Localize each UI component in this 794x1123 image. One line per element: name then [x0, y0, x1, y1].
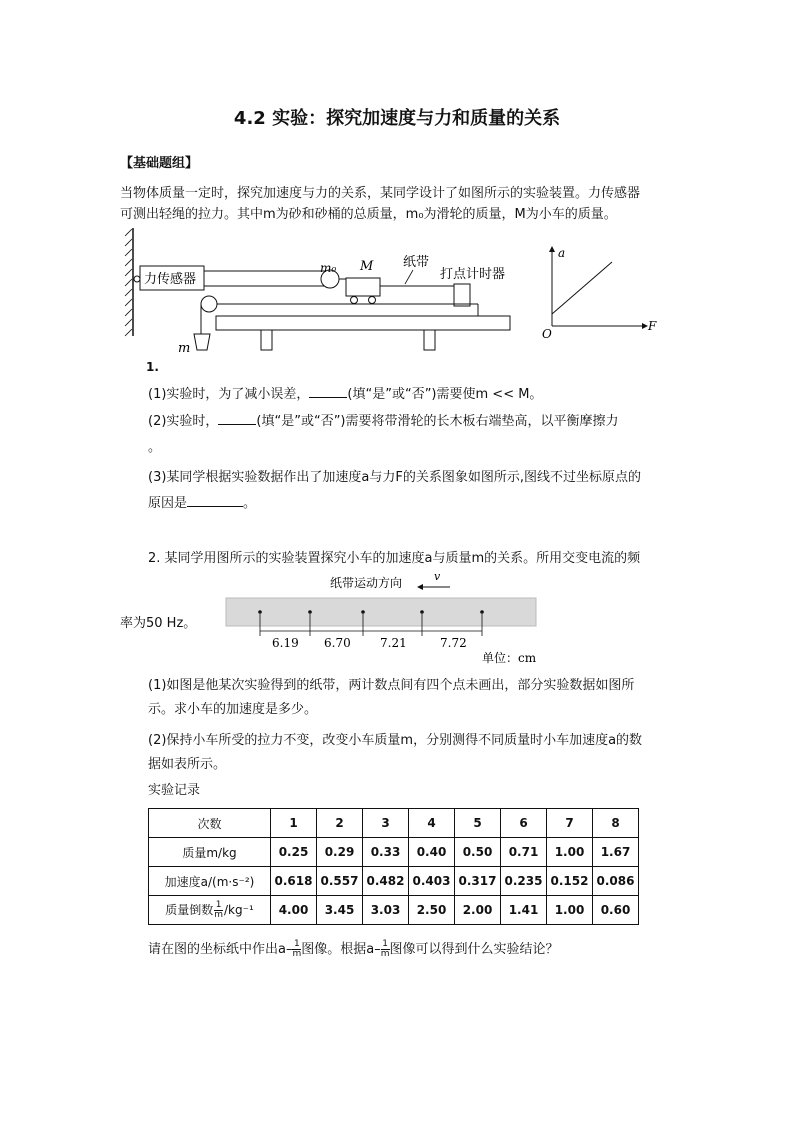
row-header-inverse: 质量倒数 $\frac{1}{m}$ /kg⁻¹: [149, 896, 271, 925]
final-question: 请在图的坐标纸中作出a– $\frac{1}{m}$ 图像。根据a– $\frac{1}{m}$ 图像可以得到什么实验结论？: [148, 939, 559, 959]
sand-bucket: [194, 334, 210, 350]
q1-part1: (1)实验时，为了减小误差， (填“是”或“否”)需要使m << M。: [148, 387, 543, 402]
intro-line-2: 可测出轻绳的拉力。其中m为砂和砂桶的总质量，m₀为滑轮的质量，M为小车的质量。: [120, 207, 617, 222]
q1-part2: (2)实验时， (填“是”或“否”)需要将带滑轮的长木板右端垫高，以平衡摩擦力: [148, 414, 619, 429]
question-1-number: 1.: [146, 360, 159, 374]
apparatus-figure: [120, 222, 520, 362]
q2-line-1: 2. 某同学用图所示的实验装置探究小车的加速度a与质量m的关系。所用交变电流的频: [148, 551, 641, 566]
record-label: 实验记录: [148, 783, 201, 798]
q1-part3: (3)某同学根据实验数据作出了加速度a与力F的关系图象如图所示,图线不过坐标原点的: [148, 470, 641, 485]
section-heading: 【基础题组】: [120, 156, 199, 171]
segment-3: 7.21: [380, 636, 407, 650]
segment-1: 6.19: [272, 636, 299, 650]
long-board: [216, 316, 510, 330]
label-M: M: [360, 259, 374, 274]
label-m0: m₀: [320, 261, 337, 275]
table-row: 加速度a/(m·s⁻²) 0.618 0.557 0.482 0.403 0.317 0.235 0.152 0.086: [149, 867, 639, 896]
table-row: 次数 1 2 3 4 5 6 7 8: [149, 809, 639, 838]
answer-blank[interactable]: [309, 385, 347, 398]
force-sensor-label: 力传感器: [144, 272, 197, 287]
origin-label: O: [542, 327, 552, 341]
a-f-graph: [530, 240, 670, 350]
timer: [454, 284, 470, 306]
axis-f-label: F: [648, 319, 657, 333]
q2-part1: (1)如图是他某次实验得到的纸带，两计数点间有四个点未画出，部分实验数据如图所: [148, 678, 635, 693]
tape-direction-label: 纸带运动方向: [330, 576, 403, 590]
row-header-accel: 加速度a/(m·s⁻²): [149, 867, 271, 896]
page-title: 4.2 实验：探究加速度与力和质量的关系: [233, 108, 561, 129]
q2-part2: (2)保持小车所受的拉力不变，改变小车质量m，分别测得不同质量时小车加速度a的数: [148, 733, 643, 748]
q2-line-2: 率为50 Hz。: [120, 616, 197, 631]
axis-a-label: a: [558, 246, 566, 260]
intro-line-1: 当物体质量一定时，探究加速度与力的关系，某同学设计了如图所示的实验装置。力传感器: [120, 186, 641, 201]
q1-part3-end: 原因是 。: [148, 496, 257, 511]
segment-4: 7.72: [440, 636, 467, 650]
table-row: 质量m/kg 0.25 0.29 0.33 0.40 0.50 0.71 1.00 1.67: [149, 838, 639, 867]
q1-part2-end: 。: [148, 440, 162, 455]
cart-M: [346, 278, 380, 296]
table-pulley: [201, 296, 217, 312]
answer-blank[interactable]: [218, 412, 256, 425]
q2-part2-end: 据如表所示。: [148, 757, 227, 772]
velocity-label: v: [434, 570, 441, 583]
unit-label: 单位：cm: [482, 651, 537, 665]
label-timer: 打点计时器: [440, 267, 506, 282]
tape-strip: [226, 598, 536, 626]
graph-line: [552, 262, 612, 314]
table-row: 质量倒数 $\frac{1}{m}$ /kg⁻¹ 4.00 3.45 3.03 2.50 2.00 1.41 1.00 0.60: [149, 896, 639, 925]
label-tape: 纸带: [403, 255, 430, 270]
data-table: [148, 808, 639, 925]
label-m: m: [178, 341, 191, 356]
row-header-mass: 质量m/kg: [149, 838, 271, 867]
paper-tape-figure: [220, 570, 550, 670]
answer-blank[interactable]: [187, 494, 243, 507]
segment-2: 6.70: [324, 636, 351, 650]
row-header-trial: 次数: [149, 809, 271, 838]
q2-part1-end: 示。求小车的加速度是多少。: [148, 702, 318, 717]
